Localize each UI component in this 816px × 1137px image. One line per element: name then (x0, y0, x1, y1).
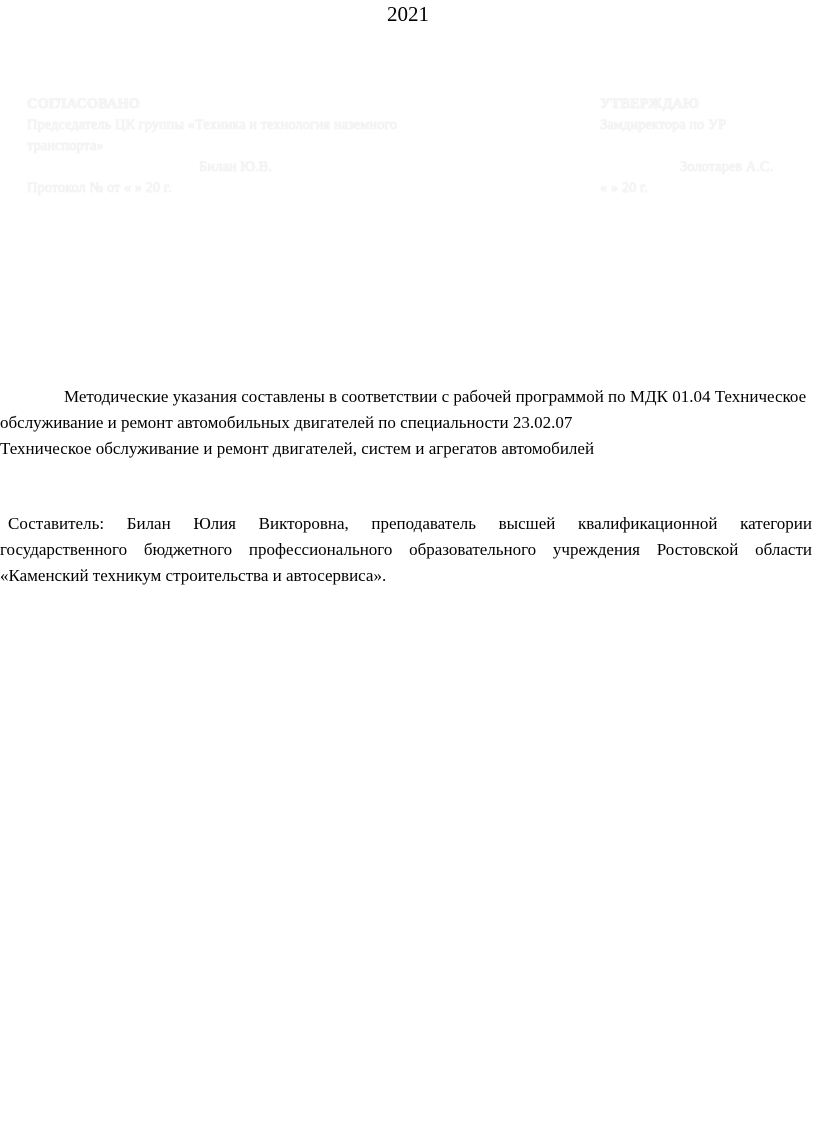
compiler-paragraph (0, 511, 812, 589)
approval-block-left (27, 94, 467, 199)
intro-text-2: Техническое обслуживание и ремонт двигателей, систем и агрегатов автомобилей (0, 439, 595, 458)
approval-right-spacer (600, 136, 800, 157)
compiler-text: Составитель: Билан Юлия Викторовна, преподаватель высшей квалификационной категории государственного бюджетного профессионального образовательного учреждения Ростовской области «Каменский техникум строительства и автосервиса». (0, 514, 812, 585)
approval-left-signature: Билан Ю.В. (199, 159, 272, 175)
intro-paragraph (0, 384, 816, 462)
approval-left-line1: Председатель ЦК группы «Техника и технология наземного (27, 117, 398, 133)
approval-left-line2: транспорта» (27, 138, 104, 154)
intro-text: Методические указания составлены в соответствии с рабочей программой по МДК 01.04 Техническое обслуживание и ремонт автомобильных двигателей по специальности 23.02.07 (0, 387, 807, 432)
approval-right-signature: Золотарев А.С. (680, 159, 774, 175)
approval-right-date: « » 20 г. (600, 180, 648, 196)
approval-left-heading: СОГЛАСОВАНО (27, 96, 140, 112)
approval-right-line1: Замдиректора по УР (600, 117, 727, 133)
approval-left-protocol: Протокол № от « » 20 г. (27, 180, 172, 196)
document-year: 2021 (387, 2, 429, 26)
approval-right-heading: УТВЕРЖДАЮ (600, 96, 700, 112)
approval-block-right (600, 94, 800, 199)
